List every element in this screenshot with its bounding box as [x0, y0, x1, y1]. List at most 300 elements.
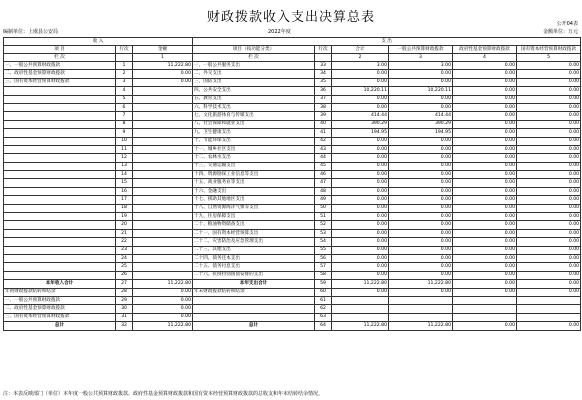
expense-item: 四、公共安全支出 — [193, 87, 315, 95]
expense-item: 二十六、抗疫特别国债安排的支出 — [193, 271, 315, 279]
gen-budget-amount: 0.00 — [389, 103, 453, 111]
state-capital-amount — [517, 305, 581, 313]
expense-row-no: 50 — [315, 204, 332, 212]
expense-row-no: 54 — [315, 238, 332, 246]
income-group-header: 收 入 — [4, 38, 193, 46]
expense-row-no: 55 — [315, 246, 332, 254]
gen-budget-amount: 0.00 — [389, 221, 453, 229]
total-amount: 0.00 — [332, 179, 389, 187]
gov-fund-amount: 0.00 — [453, 62, 517, 70]
income-row-no: 20 — [116, 221, 133, 229]
income-item: 本年收入合计 — [4, 280, 116, 288]
income-item — [4, 95, 116, 103]
gen-budget-amount: 390.29 — [389, 120, 453, 128]
table-row — [4, 120, 581, 128]
table-row — [4, 187, 581, 195]
gen-budget-amount: 194.95 — [389, 129, 453, 137]
total-amount: 0.00 — [332, 95, 389, 103]
income-row-no: 6 — [116, 103, 133, 111]
expense-item: 六、科学技术支出 — [193, 103, 315, 111]
gov-fund-amount: 0.00 — [453, 213, 517, 221]
gov-fund-amount: 0.00 — [453, 87, 517, 95]
table-row — [4, 78, 581, 86]
income-amount — [133, 171, 193, 179]
gov-fund-amount: 0.00 — [453, 162, 517, 170]
table-row — [4, 70, 581, 78]
expense-row-no: 45 — [315, 162, 332, 170]
total-amount: 194.95 — [332, 129, 389, 137]
state-capital-amount: 0.00 — [517, 129, 581, 137]
state-capital-amount: 0.00 — [517, 179, 581, 187]
income-row-no: 2 — [116, 70, 133, 78]
expense-row-no: 37 — [315, 95, 332, 103]
gov-fund-amount: 0.00 — [453, 179, 517, 187]
income-item: 年初财政拨款结转和结余 — [4, 288, 116, 296]
table-row — [4, 213, 581, 221]
income-item: 一、一般公共预算财政拨款 — [4, 296, 116, 304]
income-row-no: 29 — [116, 296, 133, 304]
expense-row-no: 33 — [315, 62, 332, 70]
gen-budget-amount: 0.00 — [389, 95, 453, 103]
income-item — [4, 162, 116, 170]
state-capital-amount: 0.00 — [517, 103, 581, 111]
table-row — [4, 238, 581, 246]
income-amount: 0.00 — [133, 78, 193, 86]
income-item: 二、政府性基金预算财政拨款 — [4, 70, 116, 78]
state-capital-amount: 0.00 — [517, 246, 581, 254]
income-amount — [133, 95, 193, 103]
gov-fund-amount: 0.00 — [453, 187, 517, 195]
total-amount: 0.00 — [332, 70, 389, 78]
income-amount: 0.00 — [133, 296, 193, 304]
income-amount — [133, 254, 193, 262]
income-amount: 0.00 — [133, 70, 193, 78]
total-amount: 0.00 — [332, 196, 389, 204]
gov-fund-amount: 0.00 — [453, 271, 517, 279]
gen-budget-amount: 11,222.80 — [389, 322, 453, 330]
gov-fund-amount: 0.00 — [453, 263, 517, 271]
state-capital-amount: 0.00 — [517, 87, 581, 95]
gen-budget-amount: 414.44 — [389, 112, 453, 120]
state-capital-amount: 0.00 — [517, 162, 581, 170]
total-amount: 0.00 — [332, 204, 389, 212]
income-row-no: 13 — [116, 162, 133, 170]
income-item — [4, 154, 116, 162]
income-amount: 0.00 — [133, 313, 193, 321]
income-amount — [133, 221, 193, 229]
col-2: 2 — [332, 54, 389, 62]
expense-item: 总计 — [193, 322, 315, 330]
table-row — [4, 271, 581, 279]
total-amount: 0.00 — [332, 213, 389, 221]
income-row-no: 5 — [116, 95, 133, 103]
state-capital-amount: 0.00 — [517, 120, 581, 128]
income-amount — [133, 112, 193, 120]
expense-item: 十五、商业服务业等支出 — [193, 179, 315, 187]
expense-item: 七、文化旅游体育与传媒支出 — [193, 112, 315, 120]
income-item — [4, 187, 116, 195]
income-amount — [133, 154, 193, 162]
table-row — [4, 129, 581, 137]
total-amount: 0.00 — [332, 271, 389, 279]
income-row-no: 21 — [116, 229, 133, 237]
income-item — [4, 221, 116, 229]
expense-row-no: 44 — [315, 154, 332, 162]
expense-row-no: 51 — [315, 213, 332, 221]
income-row-no: 8 — [116, 120, 133, 128]
income-row-no: 3 — [116, 78, 133, 86]
gov-fund-amount: 0.00 — [453, 112, 517, 120]
income-item — [4, 254, 116, 262]
income-row-no: 23 — [116, 246, 133, 254]
expense-col-blank — [315, 54, 332, 62]
expense-row-no: 43 — [315, 145, 332, 153]
expense-item: 二、外交支出 — [193, 70, 315, 78]
income-row-no: 11 — [116, 145, 133, 153]
income-row-no: 12 — [116, 154, 133, 162]
expense-row-no: 53 — [315, 229, 332, 237]
table-row — [4, 196, 581, 204]
state-capital-amount: 0.00 — [517, 196, 581, 204]
income-row-no: 1 — [116, 62, 133, 70]
state-capital-amount: 0.00 — [517, 137, 581, 145]
gen-budget-amount: 3.00 — [389, 62, 453, 70]
gen-budget-amount — [389, 313, 453, 321]
gen-budget-amount: 0.00 — [389, 238, 453, 246]
income-amount-header: 金额 — [133, 46, 193, 54]
state-capital-amount — [517, 296, 581, 304]
gen-budget-amount: 0.00 — [389, 187, 453, 195]
gen-budget-amount: 0.00 — [389, 145, 453, 153]
col-5: 5 — [517, 54, 581, 62]
reporting-unit: 编制单位：上虞县公安局 — [3, 29, 59, 35]
gen-budget-amount: 0.00 — [389, 162, 453, 170]
form-code: 公开04表 — [556, 21, 578, 27]
income-amount: 11,222.80 — [133, 62, 193, 70]
expense-item: 十八、自然资源海洋气象等支出 — [193, 204, 315, 212]
expense-item — [193, 296, 315, 304]
table-row — [4, 322, 581, 330]
gen-budget-amount — [389, 296, 453, 304]
gov-fund-amount: 0.00 — [453, 288, 517, 296]
state-capital-amount: 0.00 — [517, 288, 581, 296]
state-capital-amount: 0.00 — [517, 154, 581, 162]
footnote: 注：本表反映部门（单位）本年度一般公共预算财政拨款、政府性基金预算财政拨款和国有资本经营预算财政拨款的总收支和年末结转结余情况。 — [3, 391, 324, 397]
gov-fund-amount: 0.00 — [453, 145, 517, 153]
expense-item: 九、卫生健康支出 — [193, 129, 315, 137]
budget-summary-table — [3, 37, 581, 331]
income-row-no-header: 行次 — [116, 46, 133, 54]
income-item: 二、政府性基金预算财政拨款 — [4, 305, 116, 313]
total-amount: 11,222.80 — [332, 322, 389, 330]
total-amount: 0.00 — [332, 145, 389, 153]
expense-item: 十九、住房保障支出 — [193, 213, 315, 221]
expense-row-no: 39 — [315, 112, 332, 120]
income-amount — [133, 103, 193, 111]
income-item — [4, 87, 116, 95]
expense-item: 一、一般公共服务支出 — [193, 62, 315, 70]
table-row — [4, 305, 581, 313]
state-capital-amount: 0.00 — [517, 145, 581, 153]
gov-fund-amount — [453, 313, 517, 321]
gen-budget-amount: 0.00 — [389, 154, 453, 162]
income-amount — [133, 129, 193, 137]
income-item — [4, 196, 116, 204]
income-row-no: 31 — [116, 313, 133, 321]
table-row — [4, 280, 581, 288]
table-row — [4, 154, 581, 162]
income-col-1: 1 — [133, 54, 193, 62]
state-capital-amount: 0.00 — [517, 263, 581, 271]
gen-budget-amount: 0.00 — [389, 171, 453, 179]
total-amount: 0.00 — [332, 246, 389, 254]
total-amount: 0.00 — [332, 187, 389, 195]
total-amount: 11,222.80 — [332, 280, 389, 288]
gov-fund-amount: 0.00 — [453, 137, 517, 145]
income-row-no: 14 — [116, 171, 133, 179]
income-amount: 11,222.80 — [133, 280, 193, 288]
income-row-no: 4 — [116, 87, 133, 95]
income-item: 三、国有资本经营预算财政拨款 — [4, 313, 116, 321]
gov-fund-amount: 0.00 — [453, 70, 517, 78]
gen-budget-amount: 10,220.11 — [389, 87, 453, 95]
gov-fund-header: 政府性基金预算财政拨款 — [453, 46, 517, 54]
state-capital-amount: 0.00 — [517, 271, 581, 279]
expense-row-no: 52 — [315, 221, 332, 229]
income-row-no: 26 — [116, 271, 133, 279]
income-item — [4, 213, 116, 221]
income-item: 三、国有资本经营预算财政拨款 — [4, 78, 116, 86]
income-item — [4, 145, 116, 153]
total-amount: 414.44 — [332, 112, 389, 120]
income-row-no: 18 — [116, 204, 133, 212]
total-amount: 0.00 — [332, 238, 389, 246]
expense-item: 二十一、国有资本经营预算支出 — [193, 229, 315, 237]
gen-budget-header: 一般公共预算财政拨款 — [389, 46, 453, 54]
gov-fund-amount: 0.00 — [453, 254, 517, 262]
expense-item: 十四、资源勘探工业信息等支出 — [193, 171, 315, 179]
income-amount — [133, 87, 193, 95]
gov-fund-amount: 0.00 — [453, 120, 517, 128]
income-row-no: 7 — [116, 112, 133, 120]
gov-fund-amount: 0.00 — [453, 129, 517, 137]
expense-col-label: 栏 次 — [193, 54, 315, 62]
gov-fund-amount: 0.00 — [453, 154, 517, 162]
gov-fund-amount: 0.00 — [453, 246, 517, 254]
expense-item: 二十三、其他支出 — [193, 246, 315, 254]
expense-row-no: 49 — [315, 196, 332, 204]
expense-item: 二十、粮油物资储备支出 — [193, 221, 315, 229]
income-row-no: 15 — [116, 179, 133, 187]
table-row — [4, 263, 581, 271]
expense-row-no: 41 — [315, 129, 332, 137]
income-amount — [133, 246, 193, 254]
total-amount — [332, 305, 389, 313]
gen-budget-amount: 0.00 — [389, 246, 453, 254]
expense-item: 十七、援助其他地区支出 — [193, 196, 315, 204]
gov-fund-amount: 0.00 — [453, 238, 517, 246]
income-amount — [133, 145, 193, 153]
income-row-no: 27 — [116, 280, 133, 288]
table-row — [4, 221, 581, 229]
table-row — [4, 313, 581, 321]
state-capital-amount: 0.00 — [517, 204, 581, 212]
gen-budget-amount: 0.00 — [389, 213, 453, 221]
expense-row-no: 57 — [315, 263, 332, 271]
income-item: 总计 — [4, 322, 116, 330]
expense-group-header: 支 出 — [193, 38, 581, 46]
income-amount — [133, 213, 193, 221]
income-amount — [133, 137, 193, 145]
income-item — [4, 271, 116, 279]
total-amount: 0.00 — [332, 288, 389, 296]
gov-fund-amount: 0.00 — [453, 78, 517, 86]
gen-budget-amount: 11,222.80 — [389, 280, 453, 288]
income-item — [4, 179, 116, 187]
state-capital-amount: 0.00 — [517, 187, 581, 195]
gov-fund-amount: 0.00 — [453, 196, 517, 204]
expense-row-no: 64 — [315, 322, 332, 330]
state-capital-amount: 0.00 — [517, 95, 581, 103]
expense-item: 三、国防支出 — [193, 78, 315, 86]
table-row — [4, 162, 581, 170]
table-row — [4, 87, 581, 95]
gen-budget-amount: 0.00 — [389, 254, 453, 262]
expense-row-no: 36 — [315, 87, 332, 95]
gov-fund-amount: 0.00 — [453, 229, 517, 237]
table-row — [4, 179, 581, 187]
state-capital-header: 国有资本经营预算财政拨款 — [517, 46, 581, 54]
income-item — [4, 238, 116, 246]
income-row-no: 9 — [116, 129, 133, 137]
gen-budget-amount: 0.00 — [389, 196, 453, 204]
expense-row-no: 34 — [315, 70, 332, 78]
expense-item: 五、教育支出 — [193, 95, 315, 103]
gov-fund-amount: 0.00 — [453, 95, 517, 103]
expense-row-no: 61 — [315, 296, 332, 304]
expense-row-no: 60 — [315, 288, 332, 296]
income-item — [4, 263, 116, 271]
gov-fund-amount: 0.00 — [453, 322, 517, 330]
income-amount — [133, 238, 193, 246]
expense-row-no-header: 行次 — [315, 46, 332, 54]
income-item — [4, 204, 116, 212]
total-amount: 0.00 — [332, 103, 389, 111]
gen-budget-amount — [389, 305, 453, 313]
total-amount: 0.00 — [332, 254, 389, 262]
gov-fund-amount: 0.00 — [453, 103, 517, 111]
expense-row-no: 38 — [315, 103, 332, 111]
expense-item: 十六、金融支出 — [193, 187, 315, 195]
total-amount: 0.00 — [332, 229, 389, 237]
income-item — [4, 246, 116, 254]
expense-row-no: 63 — [315, 313, 332, 321]
income-item — [4, 112, 116, 120]
income-amount — [133, 229, 193, 237]
report-title: 财政拨款收入支出决算总表 — [206, 10, 375, 25]
income-amount: 0.00 — [133, 288, 193, 296]
expense-item: 二十四、债务还本支出 — [193, 254, 315, 262]
table-row — [4, 296, 581, 304]
expense-row-no: 40 — [315, 120, 332, 128]
expense-row-no: 47 — [315, 179, 332, 187]
state-capital-amount: 0.00 — [517, 238, 581, 246]
table-row — [4, 171, 581, 179]
gen-budget-amount: 0.00 — [389, 263, 453, 271]
state-capital-amount: 0.00 — [517, 112, 581, 120]
total-amount: 0.00 — [332, 154, 389, 162]
expense-row-no: 56 — [315, 254, 332, 262]
total-amount: 0.00 — [332, 221, 389, 229]
income-row-no: 17 — [116, 196, 133, 204]
table-row — [4, 288, 581, 296]
income-row-no: 16 — [116, 187, 133, 195]
total-amount: 0.00 — [332, 137, 389, 145]
table-row — [4, 112, 581, 120]
expense-row-no: 35 — [315, 78, 332, 86]
money-unit: 金额单位：万元 — [542, 29, 578, 35]
col-3: 3 — [389, 54, 453, 62]
table-row — [4, 229, 581, 237]
expense-item — [193, 305, 315, 313]
expense-row-no: 48 — [315, 187, 332, 195]
income-amount — [133, 179, 193, 187]
state-capital-amount: 0.00 — [517, 213, 581, 221]
expense-item: 十三、交通运输支出 — [193, 162, 315, 170]
expense-row-no: 42 — [315, 137, 332, 145]
income-row-no: 30 — [116, 305, 133, 313]
gov-fund-amount — [453, 305, 517, 313]
state-capital-amount: 0.00 — [517, 171, 581, 179]
total-amount: 10,220.11 — [332, 87, 389, 95]
state-capital-amount: 0.00 — [517, 254, 581, 262]
income-item: 一、一般公共预算财政拨款 — [4, 62, 116, 70]
income-amount — [133, 120, 193, 128]
income-row-no: 22 — [116, 238, 133, 246]
income-item-header: 项 目 — [4, 46, 116, 54]
total-amount: 0.00 — [332, 263, 389, 271]
total-amount: 0.00 — [332, 171, 389, 179]
gov-fund-amount: 0.00 — [453, 171, 517, 179]
expense-item: 十一、城乡社区支出 — [193, 145, 315, 153]
total-amount: 0.00 — [332, 78, 389, 86]
gen-budget-amount: 0.00 — [389, 229, 453, 237]
state-capital-amount: 0.00 — [517, 221, 581, 229]
state-capital-amount: 0.00 — [517, 70, 581, 78]
gen-budget-amount: 0.00 — [389, 78, 453, 86]
income-amount — [133, 187, 193, 195]
expense-item-header: 项目（按功能分类） — [193, 46, 315, 54]
expense-item: 本年支出合计 — [193, 280, 315, 288]
state-capital-amount: 0.00 — [517, 62, 581, 70]
gov-fund-amount: 0.00 — [453, 280, 517, 288]
expense-row-no: 59 — [315, 280, 332, 288]
table-row — [4, 254, 581, 262]
income-row-no: 24 — [116, 254, 133, 262]
income-row-no: 32 — [116, 322, 133, 330]
table-row — [4, 62, 581, 70]
income-item — [4, 171, 116, 179]
expense-row-no: 58 — [315, 271, 332, 279]
state-capital-amount: 0.00 — [517, 78, 581, 86]
income-item — [4, 103, 116, 111]
income-amount: 0.00 — [133, 305, 193, 313]
income-amount — [133, 196, 193, 204]
income-row-no: 10 — [116, 137, 133, 145]
income-amount — [133, 204, 193, 212]
expense-item: 二十五、债务付息支出 — [193, 263, 315, 271]
expense-item: 二十二、灾害防治及应急管理支出 — [193, 238, 315, 246]
